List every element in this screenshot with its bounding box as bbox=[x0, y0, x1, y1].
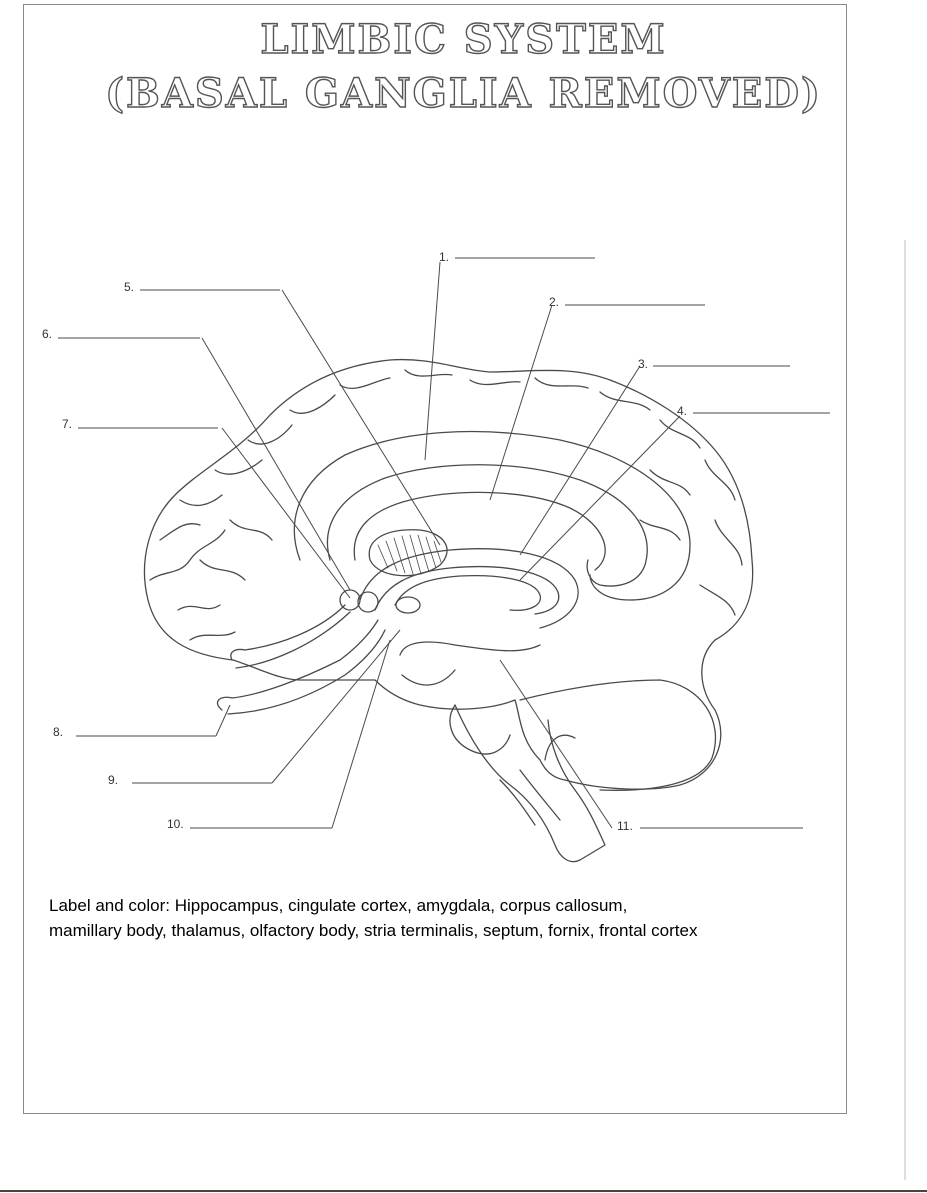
amygdala bbox=[396, 597, 420, 613]
corpus-callosum bbox=[327, 465, 647, 586]
instructions-line-2: mamillary body, thalamus, olfactory body, stria terminalis, septum, fornix, frontal cortex bbox=[49, 921, 698, 940]
label-number-6: 6. bbox=[42, 327, 53, 341]
mamillary-body-2 bbox=[358, 592, 378, 612]
instructions-line-1: Label and color: Hippocampus, cingulate cortex, amygdala, corpus callosum, bbox=[49, 896, 628, 915]
title-line-1: LIMBIC SYSTEM bbox=[260, 16, 667, 63]
title-line-2: (BASAL GANGLIA REMOVED) bbox=[105, 70, 822, 117]
label-number-9: 9. bbox=[108, 773, 119, 787]
label-number-2: 2. bbox=[549, 295, 560, 309]
label-number-1: 1. bbox=[439, 250, 450, 264]
label-number-11: 11. bbox=[617, 819, 633, 833]
olfactory-bulb bbox=[217, 620, 378, 710]
leader-line-8 bbox=[216, 705, 230, 736]
label-number-7: 7. bbox=[62, 417, 73, 431]
label-number-3: 3. bbox=[638, 357, 649, 371]
bottom-rule bbox=[0, 1190, 927, 1192]
label-number-8: 8. bbox=[53, 725, 64, 739]
leader-line-9 bbox=[272, 630, 400, 783]
label-number-10: 10. bbox=[167, 817, 184, 831]
leader-line-7 bbox=[222, 428, 350, 598]
leader-line-10 bbox=[332, 640, 390, 828]
instructions bbox=[49, 893, 829, 943]
leader-line-5 bbox=[282, 290, 440, 545]
olfactory-tract-upper bbox=[231, 605, 345, 660]
fornix bbox=[360, 549, 578, 628]
label-number-4: 4. bbox=[677, 404, 688, 418]
label-number-5: 5. bbox=[124, 280, 135, 294]
hippocampus bbox=[400, 642, 540, 655]
brain-outline bbox=[144, 360, 752, 790]
cerebellum-outline bbox=[520, 680, 715, 790]
stria-terminalis bbox=[395, 576, 540, 611]
cingulate-gyrus bbox=[294, 432, 690, 600]
leader-line-4 bbox=[520, 416, 680, 580]
